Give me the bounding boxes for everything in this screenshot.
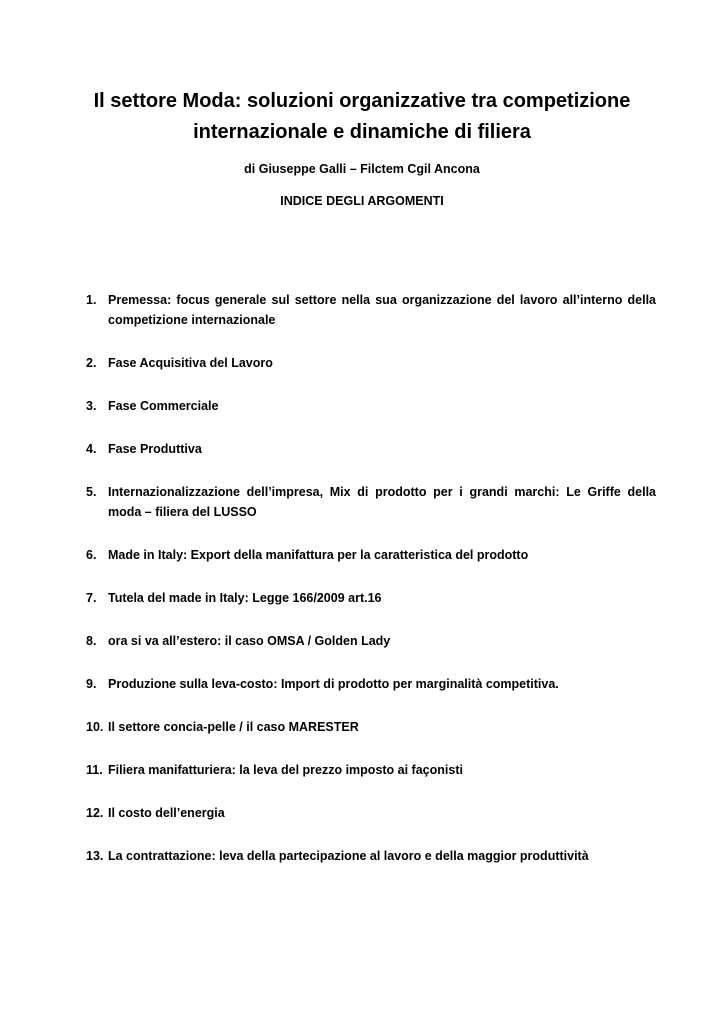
toc-item-number: 11. [86, 763, 103, 777]
index-heading: INDICE DEGLI ARGOMENTI [280, 194, 444, 208]
toc-item-text: Fase Commerciale [108, 399, 219, 413]
toc-item-text: Filiera manifatturiera: la leva del prezzo imposto ai façonisti [108, 763, 463, 777]
toc-item-number: 6. [86, 548, 97, 562]
toc-item [86, 760, 656, 780]
toc-item [86, 482, 656, 522]
toc-item-number: 13. [86, 849, 104, 863]
toc-item [86, 803, 656, 823]
document-title: Il settore Moda: soluzioni organizzative tra competizione internazionale e dinamiche di filiera [93, 90, 631, 143]
toc-item [86, 396, 656, 416]
toc-item-text: Fase Acquisitiva del Lavoro [108, 356, 273, 370]
toc-item [86, 588, 656, 608]
toc-item-number: 8. [86, 634, 97, 648]
toc-item-number: 7. [86, 591, 97, 605]
toc-item [86, 545, 656, 565]
toc-item [86, 290, 656, 330]
toc-item [86, 717, 656, 737]
toc-item-text: Internazionalizzazione dell’impresa, Mix di prodotto per i grandi marchi: Le Griffe della moda – filiera del LUSSO [108, 485, 656, 519]
toc-item [86, 631, 656, 651]
toc-item [86, 353, 656, 373]
toc-item [86, 439, 656, 459]
toc-item-number: 4. [86, 442, 97, 456]
toc-item-text: Tutela del made in Italy: Legge 166/2009 art.16 [108, 591, 382, 605]
toc-item-number: 3. [86, 399, 97, 413]
toc-item-number: 2. [86, 356, 97, 370]
toc-item-number: 10. [86, 720, 104, 734]
toc-item-number: 1. [86, 293, 97, 307]
author-line: di Giuseppe Galli – Filctem Cgil Ancona [244, 162, 480, 176]
toc-item-text: Il costo dell’energia [108, 806, 225, 820]
toc-item-text: Produzione sulla leva-costo: Import di prodotto per marginalità competitiva. [108, 677, 559, 691]
toc-item-text: La contrattazione: leva della partecipazione al lavoro e della maggior produttività [108, 849, 589, 863]
toc-item-text: ora si va all’estero: il caso OMSA / Golden Lady [108, 634, 391, 648]
toc-item-number: 12. [86, 806, 104, 820]
toc-item-text: Made in Italy: Export della manifattura per la caratteristica del prodotto [108, 548, 529, 562]
table-of-contents [86, 290, 656, 889]
toc-item-text: Fase Produttiva [108, 442, 202, 456]
toc-item [86, 846, 656, 866]
toc-item-number: 5. [86, 485, 97, 499]
toc-item-number: 9. [86, 677, 97, 691]
toc-item [86, 674, 656, 694]
toc-item-text: Premessa: focus generale sul settore nella sua organizzazione del lavoro all’interno della competizione internazionale [108, 293, 656, 327]
toc-item-text: Il settore concia-pelle / il caso MARESTER [108, 720, 359, 734]
